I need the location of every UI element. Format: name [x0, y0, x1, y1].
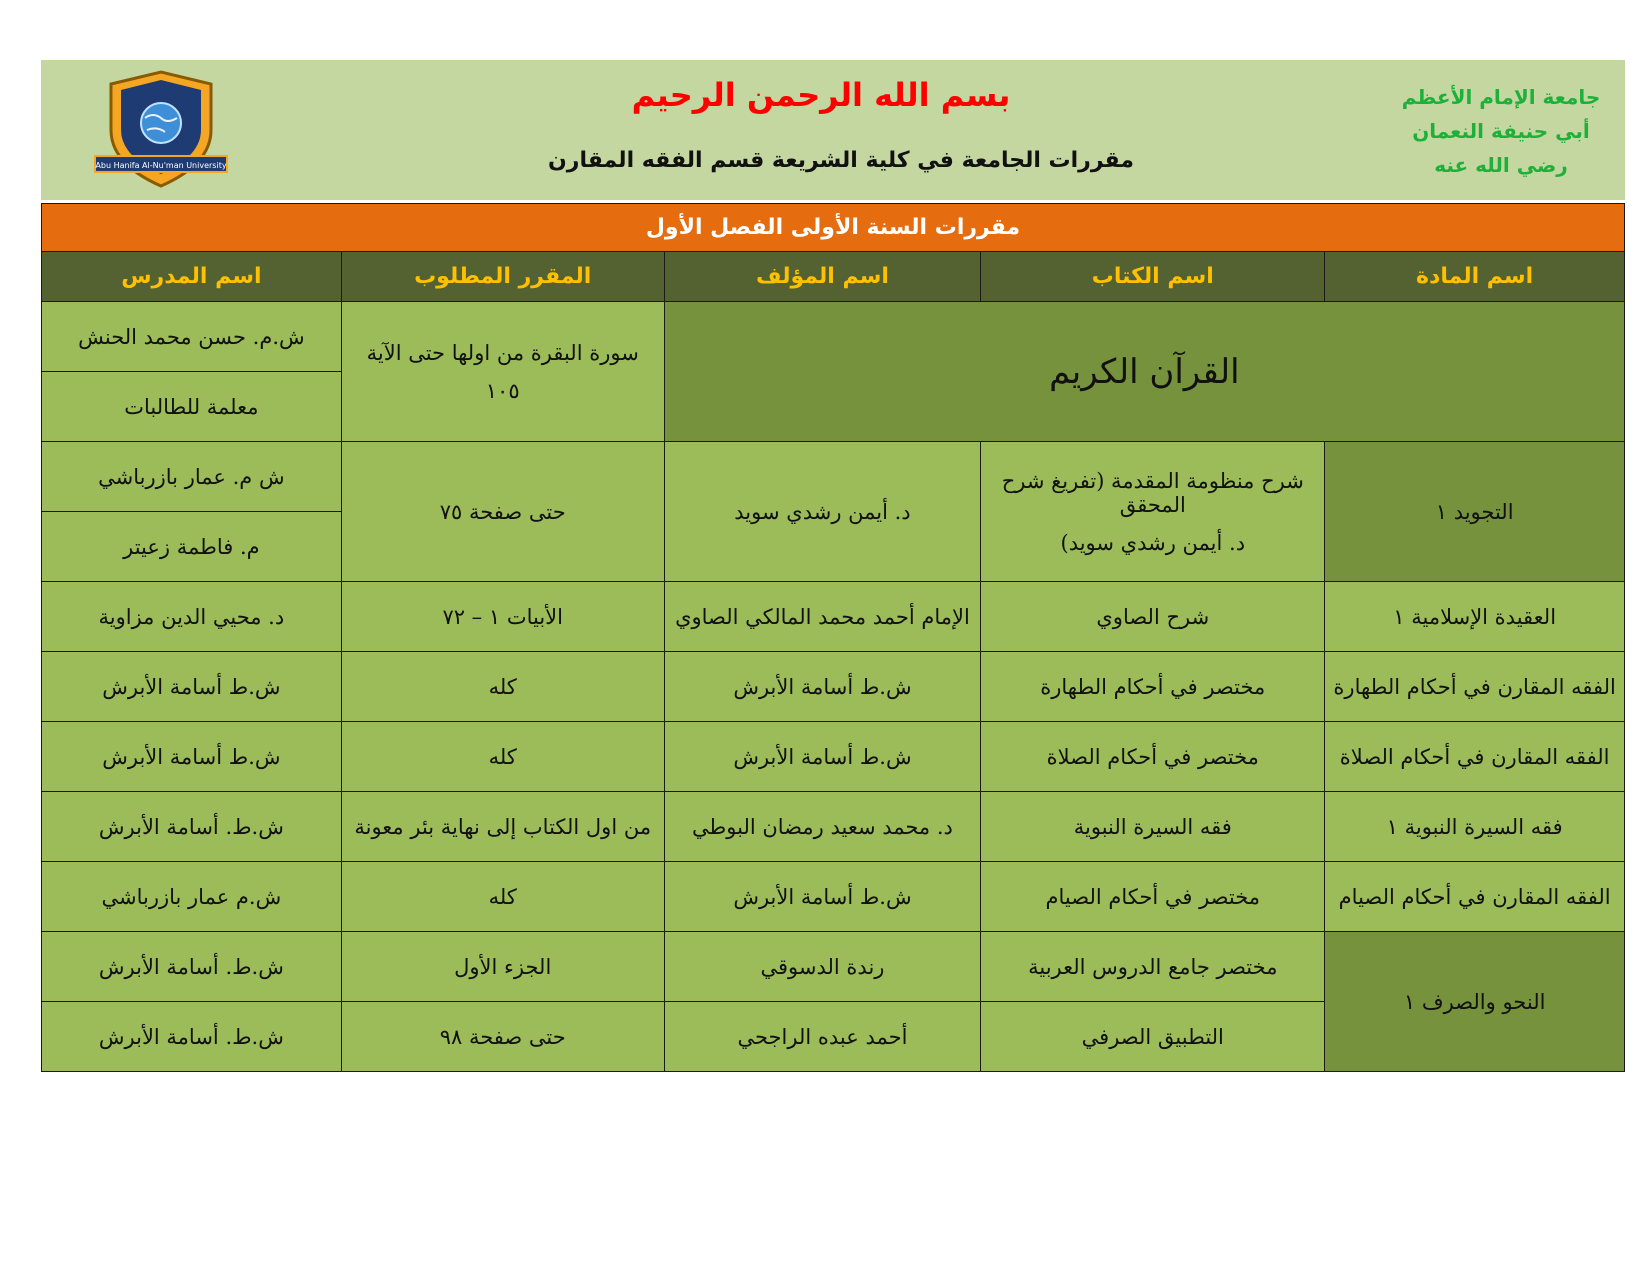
book-cell: مختصر في أحكام الصلاة: [981, 722, 1325, 792]
subject-cell: فقه السيرة النبوية ١: [1325, 792, 1625, 862]
quran-teacher-1: ش.م. حسن محمد الحنش: [42, 302, 342, 372]
required-cell: كله: [341, 652, 664, 722]
column-header-book: اسم الكتاب: [981, 252, 1325, 302]
basmala: بسم الله الرحمن الرحيم: [631, 76, 1011, 114]
university-name: [1371, 80, 1631, 182]
semester-title-row: [42, 204, 1625, 252]
column-header-teacher: اسم المدرس: [42, 252, 342, 302]
logo-text: Abu Hanifa Al-Nu'man University: [95, 161, 227, 170]
tajweed-author: د. أيمن رشدي سويد: [664, 442, 981, 582]
author-cell: أحمد عبده الراجحي: [664, 1002, 981, 1072]
table-row: [42, 582, 1625, 652]
table-row: [42, 862, 1625, 932]
book-cell: مختصر جامع الدروس العربية: [981, 932, 1325, 1002]
quran-required-line-1: سورة البقرة من اولها حتى الآية: [366, 340, 639, 365]
author-cell: رندة الدسوقي: [664, 932, 981, 1002]
table-row: [42, 792, 1625, 862]
teacher-cell: د. محيي الدين مزاوية: [42, 582, 342, 652]
university-line-2: أبي حنيفة النعمان: [1412, 119, 1590, 143]
quran-required-line-2: ١٠٥: [485, 378, 520, 403]
author-cell: د. محمد سعيد رمضان البوطي: [664, 792, 981, 862]
table-row: [42, 722, 1625, 792]
table-row-nahw: [42, 932, 1625, 1002]
teacher-cell: ش.م عمار بازرباشي: [42, 862, 342, 932]
column-header-subject: اسم المادة: [1325, 252, 1625, 302]
required-cell: الجزء الأول: [341, 932, 664, 1002]
teacher-cell: ش.ط أسامة الأبرش: [42, 652, 342, 722]
courses-table: [41, 203, 1625, 1072]
teacher-cell: ش.ط أسامة الأبرش: [42, 722, 342, 792]
page-subtitle: مقررات الجامعة في كلية الشريعة قسم الفقه المقارن: [548, 148, 1134, 173]
university-line-3: رضي الله عنه: [1434, 153, 1568, 177]
semester-title: مقررات السنة الأولى الفصل الأول: [42, 204, 1625, 252]
column-header-required: المقرر المطلوب: [341, 252, 664, 302]
author-cell: ش.ط أسامة الأبرش: [664, 652, 981, 722]
required-cell: كله: [341, 722, 664, 792]
tajweed-required: حتى صفحة ٧٥: [341, 442, 664, 582]
subject-cell: العقيدة الإسلامية ١: [1325, 582, 1625, 652]
tajweed-subject: التجويد ١: [1325, 442, 1625, 582]
book-cell: مختصر في أحكام الصيام: [981, 862, 1325, 932]
tajweed-teacher-2: م. فاطمة زعيتر: [42, 512, 342, 582]
required-cell: الأبيات ١ – ٧٢: [341, 582, 664, 652]
page-header: [41, 60, 1625, 200]
author-cell: ش.ط أسامة الأبرش: [664, 722, 981, 792]
column-header-row: [42, 252, 1625, 302]
author-cell: الإمام أحمد محمد المالكي الصاوي: [664, 582, 981, 652]
tajweed-teacher-1: ش م. عمار بازرباشي: [42, 442, 342, 512]
book-cell: التطبيق الصرفي: [981, 1002, 1325, 1072]
required-cell: حتى صفحة ٩٨: [341, 1002, 664, 1072]
subject-cell: الفقه المقارن في أحكام الصلاة: [1325, 722, 1625, 792]
tajweed-book-line-2: د. أيمن رشدي سويد): [1060, 530, 1246, 555]
author-cell: ش.ط أسامة الأبرش: [664, 862, 981, 932]
column-header-author: اسم المؤلف: [664, 252, 981, 302]
teacher-cell: ش.ط. أسامة الأبرش: [42, 792, 342, 862]
required-cell: من اول الكتاب إلى نهاية بئر معونة: [341, 792, 664, 862]
teacher-cell: ش.ط. أسامة الأبرش: [42, 932, 342, 1002]
university-logo: [93, 68, 229, 192]
table-row: [42, 652, 1625, 722]
subject-cell: الفقه المقارن في أحكام الطهارة: [1325, 652, 1625, 722]
university-line-1: جامعة الإمام الأعظم: [1401, 85, 1601, 109]
teacher-cell: ش.ط. أسامة الأبرش: [42, 1002, 342, 1072]
quran-required: [341, 302, 664, 442]
tajweed-book: [981, 442, 1325, 582]
book-cell: فقه السيرة النبوية: [981, 792, 1325, 862]
table-row-tajweed: [42, 442, 1625, 512]
quran-teacher-2: معلمة للطالبات: [42, 372, 342, 442]
tajweed-book-line-1: شرح منظومة المقدمة (تفريغ شرح المحقق: [1001, 468, 1304, 517]
book-cell: مختصر في أحكام الطهارة: [981, 652, 1325, 722]
required-cell: كله: [341, 862, 664, 932]
subject-cell: الفقه المقارن في أحكام الصيام: [1325, 862, 1625, 932]
table-row-quran: [42, 302, 1625, 372]
book-cell: شرح الصاوي: [981, 582, 1325, 652]
nahw-subject: النحو والصرف ١: [1325, 932, 1625, 1072]
quran-title: القرآن الكريم: [664, 302, 1624, 442]
